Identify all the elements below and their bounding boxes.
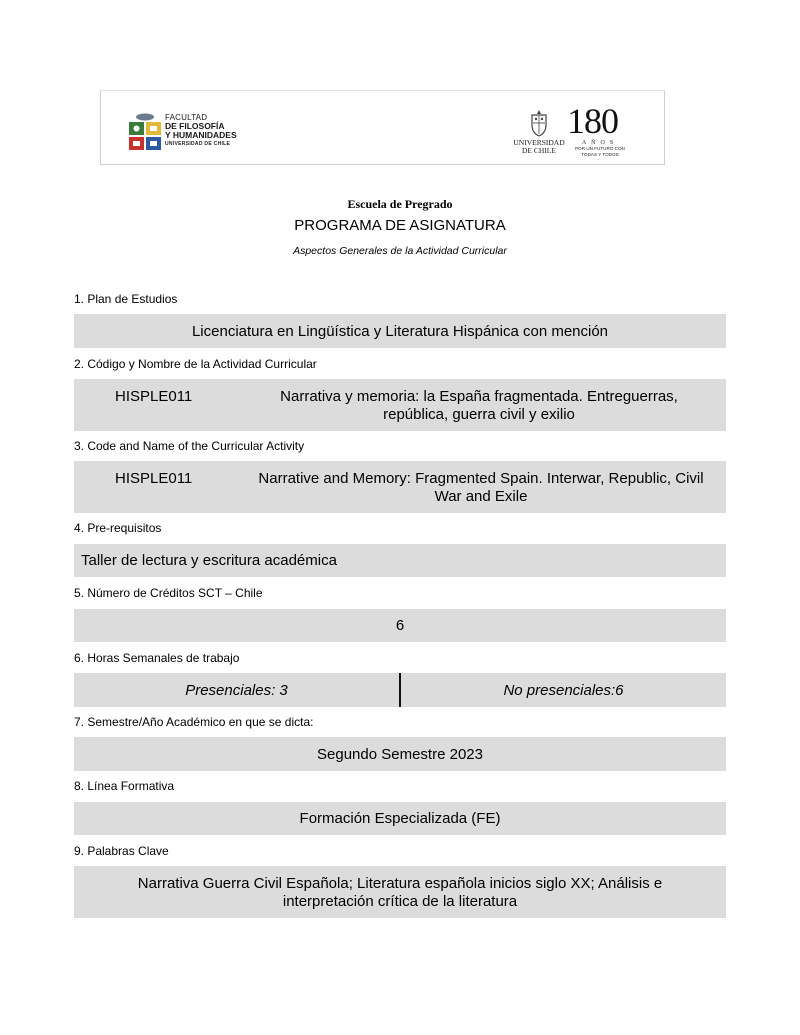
faculty-logo-icon xyxy=(127,113,163,151)
motto-line-1: POR UN FUTURO CON xyxy=(575,146,625,151)
hours-in-person: Presenciales: 3 xyxy=(185,681,288,699)
faculty-line-4: UNIVERSIDAD DE CHILE xyxy=(165,141,231,147)
keywords-line-1: Narrativa Guerra Civil Española; Literatura española inicios siglo XX; Análisis e xyxy=(137,875,663,892)
prereq-value: Taller de lectura y escritura académica xyxy=(81,552,337,569)
hours-remote: No presenciales:6 xyxy=(503,681,624,699)
program-subtitle: Aspectos Generales de la Actividad Curricular xyxy=(293,245,507,257)
faculty-line-1: FACULTAD xyxy=(165,113,208,122)
program-title: PROGRAMA DE ASIGNATURA xyxy=(294,217,506,234)
university-line-2: DE CHILE xyxy=(522,146,556,155)
hours-box xyxy=(74,673,726,707)
line-label: 8. Línea Formativa xyxy=(74,779,175,793)
anniversary-number: 180 xyxy=(567,101,618,141)
course-en-label: 3. Code and Name of the Curricular Activity xyxy=(74,439,305,453)
header-banner xyxy=(100,90,665,165)
plan-value: Licenciatura en Lingüística y Literatura Hispánica con mención xyxy=(191,322,609,340)
credits-box xyxy=(74,609,726,642)
course-en-code: HISPLE011 xyxy=(115,470,193,487)
course-en-box xyxy=(74,461,726,513)
line-value: Formación Especializada (FE) xyxy=(299,810,501,827)
keywords-box xyxy=(74,866,726,918)
plan-label: 1. Plan de Estudios xyxy=(74,292,178,306)
semester-value: Segundo Semestre 2023 xyxy=(317,745,483,763)
university-wordmark xyxy=(509,139,569,155)
credits-label: 5. Número de Créditos SCT – Chile xyxy=(74,586,263,600)
hours-label: 6. Horas Semanales de trabajo xyxy=(74,651,240,665)
plan-box xyxy=(74,314,726,348)
credits-value: 6 xyxy=(395,617,405,634)
anniversary-motto xyxy=(567,146,633,158)
prereq-box xyxy=(74,544,726,577)
anniversary-word: AÑOS xyxy=(581,140,619,146)
keywords-line-2: interpretación crítica de la literatura xyxy=(282,893,518,910)
course-es-name xyxy=(254,388,704,424)
faculty-line-2: DE FILOSOFÍA xyxy=(165,121,225,131)
course-en-name-line-1: Narrative and Memory: Fragmented Spain. Interwar, Republic, Civil xyxy=(258,470,704,487)
course-en-name-line-2: War and Exile xyxy=(434,488,528,505)
course-es-name-line-1: Narrativa y memoria: la España fragmentada. Entreguerras, xyxy=(280,388,678,405)
motto-line-2: TODAS Y TODOS xyxy=(581,152,619,157)
keywords-label: 9. Palabras Clave xyxy=(74,844,169,858)
course-es-label: 2. Código y Nombre de la Actividad Curricular xyxy=(74,357,317,371)
university-line-1: UNIVERSIDAD xyxy=(513,138,565,147)
course-es-name-line-2: república, guerra civil y exilio xyxy=(383,406,575,423)
faculty-wordmark xyxy=(165,113,237,149)
semester-label: 7. Semestre/Año Académico en que se dicta: xyxy=(74,715,314,729)
prereq-label: 4. Pre-requisitos xyxy=(74,521,162,535)
course-es-code: HISPLE011 xyxy=(115,388,193,405)
course-es-box xyxy=(74,379,726,431)
university-seal-icon xyxy=(528,109,550,137)
semester-box xyxy=(74,737,726,771)
line-box xyxy=(74,802,726,835)
school-name: Escuela de Pregrado xyxy=(347,197,453,211)
faculty-line-3: Y HUMANIDADES xyxy=(165,130,237,140)
course-en-name xyxy=(244,470,718,506)
